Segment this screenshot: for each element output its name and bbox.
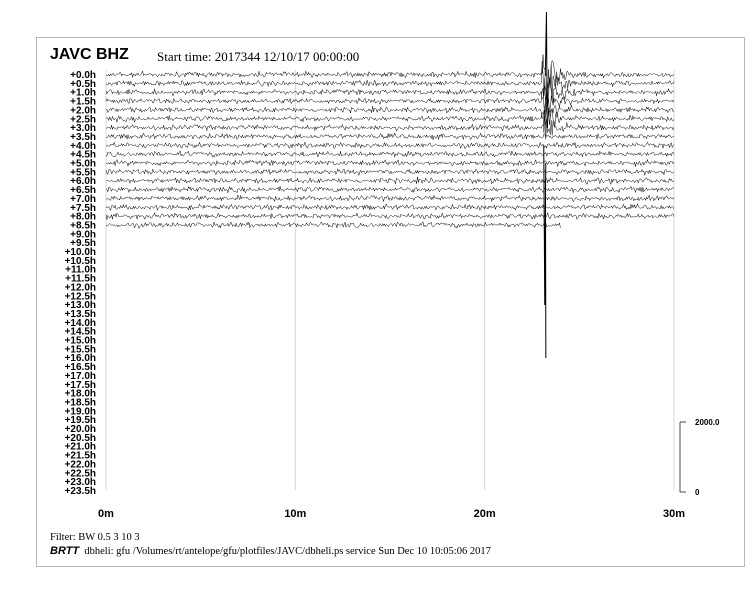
row-label: +1.0h xyxy=(70,87,96,99)
row-label: +20.0h xyxy=(64,424,96,435)
row-label: +23.5h xyxy=(64,485,96,497)
trace-row xyxy=(106,186,674,193)
row-label: +22.5h xyxy=(64,468,96,480)
trace-row xyxy=(106,195,674,202)
row-label: +18.0h xyxy=(64,388,96,400)
row-label: +14.5h xyxy=(64,326,96,338)
row-label: +19.5h xyxy=(64,415,96,427)
station-title: JAVC BHZ xyxy=(50,46,129,63)
row-label: +2.5h xyxy=(70,114,96,126)
row-label: +5.5h xyxy=(70,167,96,179)
row-label: +14.0h xyxy=(64,317,96,329)
x-axis-ticks xyxy=(98,508,685,520)
row-label: +9.0h xyxy=(70,229,96,241)
credit-text: dbheli: gfu /Volumes/rt/antelope/gfu/plotfiles/JAVC/dbheli.ps service Sun Dec 10 10:05:06 2017 xyxy=(84,546,491,557)
row-label: +11.0h xyxy=(65,264,96,276)
row-label: +6.0h xyxy=(70,176,96,188)
row-label: +23.0h xyxy=(64,477,96,489)
credit-line xyxy=(50,545,491,557)
trace-row xyxy=(106,133,674,140)
row-label: +20.5h xyxy=(64,432,96,444)
row-label: +0.5h xyxy=(70,78,96,90)
row-label: +17.0h xyxy=(64,370,96,382)
start-time: Start time: 2017344 12/10/17 00:00:00 xyxy=(157,49,360,64)
trace-row xyxy=(106,151,674,158)
row-label: +12.5h xyxy=(64,291,96,303)
row-label: +13.5h xyxy=(64,308,96,320)
row-label: +4.5h xyxy=(70,149,96,161)
brand-label: BRTT xyxy=(50,545,80,557)
row-label: +12.0h xyxy=(64,282,96,294)
row-label: +1.5h xyxy=(70,96,96,108)
trace-row xyxy=(106,177,674,185)
row-label: +7.5h xyxy=(70,202,96,214)
row-label: +16.5h xyxy=(64,362,96,374)
x-tick-label: 20m xyxy=(473,508,496,520)
x-tick-label: 0m xyxy=(98,508,114,520)
trace-row xyxy=(106,54,674,88)
row-label: +13.0h xyxy=(64,300,96,312)
seismic-traces xyxy=(106,12,674,358)
filter-info: Filter: BW 0.5 3 10 3 xyxy=(50,532,140,543)
trace-row xyxy=(106,204,674,211)
row-label: +7.0h xyxy=(70,193,96,205)
trace-row xyxy=(106,160,674,167)
row-label: +18.5h xyxy=(64,397,96,409)
row-label: +3.5h xyxy=(70,131,96,143)
row-label: +6.5h xyxy=(70,185,96,197)
trace-row xyxy=(106,213,674,220)
row-label: +21.0h xyxy=(64,441,96,453)
row-label: +21.5h xyxy=(64,450,96,462)
row-label: +10.5h xyxy=(64,255,96,267)
row-label: +19.0h xyxy=(64,406,96,418)
row-label: +8.0h xyxy=(70,211,96,223)
row-label: +4.0h xyxy=(70,140,96,152)
x-tick-label: 10m xyxy=(284,508,307,520)
trace-row xyxy=(106,169,674,176)
row-label: +5.0h xyxy=(70,158,96,170)
row-label: +22.0h xyxy=(64,459,96,471)
amplitude-scale xyxy=(680,418,720,497)
row-label: +2.0h xyxy=(70,105,96,117)
scale-min-label: 0 xyxy=(695,488,700,497)
scale-max-label: 2000.0 xyxy=(695,418,720,427)
row-label: +0.0h xyxy=(70,70,96,81)
row-label: +11.5h xyxy=(65,273,96,285)
row-label: +9.5h xyxy=(70,238,96,250)
x-tick-label: 30m xyxy=(662,508,686,520)
row-label: +15.5h xyxy=(64,344,96,356)
row-label: +8.5h xyxy=(70,220,96,232)
row-label: +3.0h xyxy=(70,123,96,135)
row-label: +10.0h xyxy=(64,247,96,258)
row-label: +17.5h xyxy=(64,379,96,391)
row-labels xyxy=(65,70,96,497)
row-label: +16.0h xyxy=(64,353,96,365)
trace-row xyxy=(106,88,674,119)
trace-row xyxy=(106,222,560,229)
trace-row xyxy=(106,94,674,119)
grid-lines xyxy=(106,70,674,490)
event-spike xyxy=(544,12,548,358)
row-label: +15.0h xyxy=(64,335,96,347)
trace-row xyxy=(106,142,674,149)
